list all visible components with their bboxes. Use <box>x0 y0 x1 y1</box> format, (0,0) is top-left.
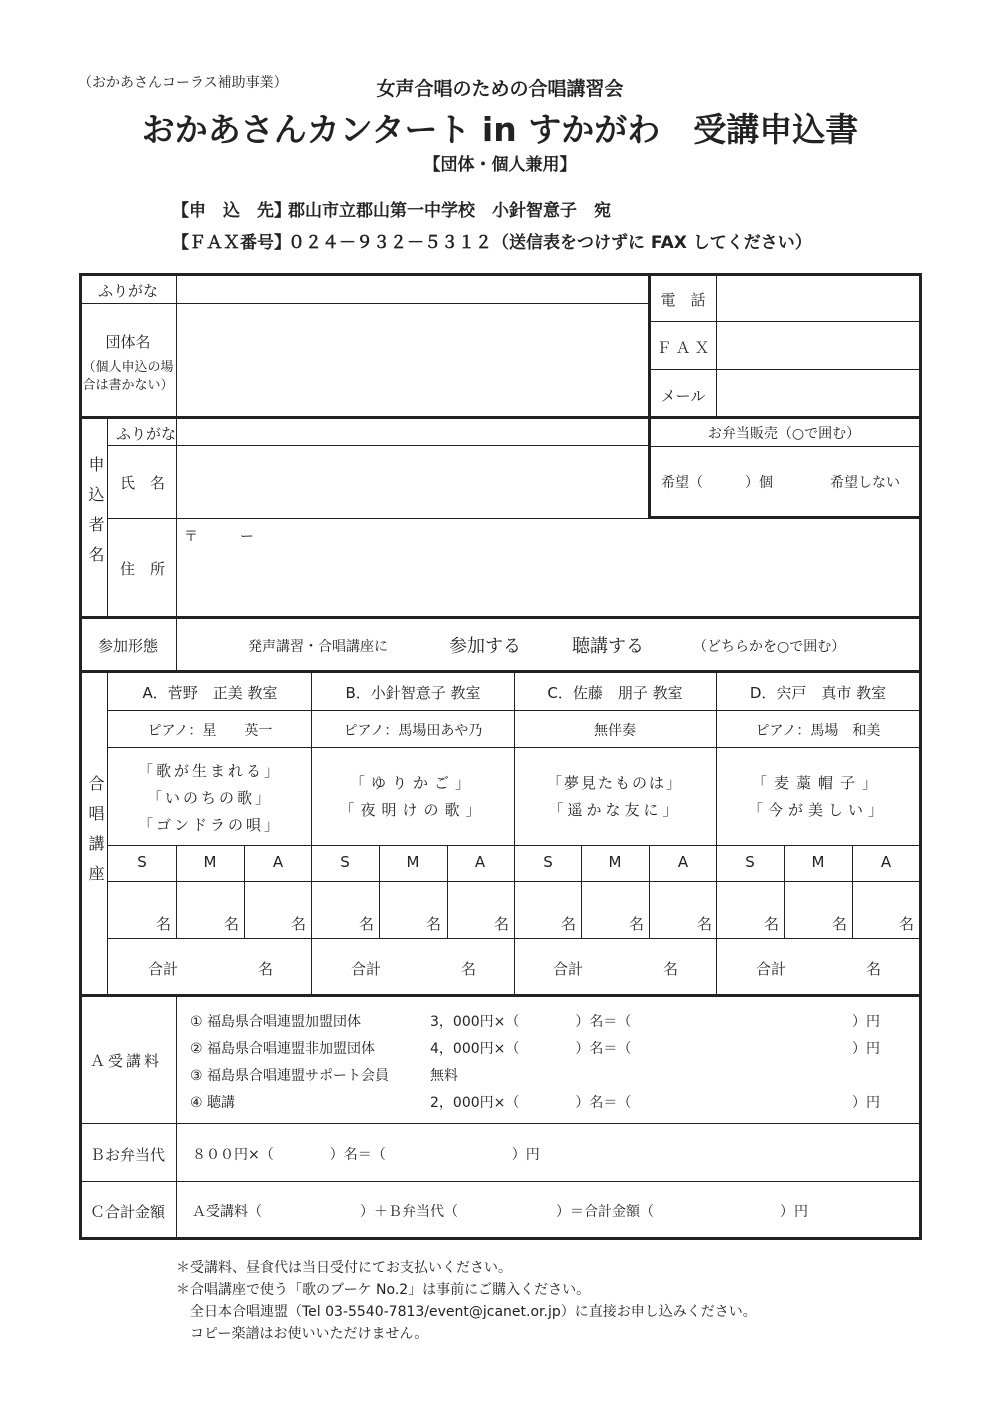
subtitle: 女声合唱のための合唱講習会 <box>376 78 624 100</box>
part-header: S <box>137 853 147 871</box>
note-line: ＊受講料、昼食代は当日受付にてお支払いください。 <box>176 1260 512 1276</box>
fee-row-item: ③ 福島県合唱連盟サポート会員 <box>190 1068 390 1084</box>
fee-row-end: ）円 <box>852 1095 880 1111</box>
unit-label: 名 <box>156 915 172 933</box>
course-side-label: 合唱講座 <box>86 775 105 895</box>
part-header: M <box>203 853 217 871</box>
part-header: A <box>474 853 486 871</box>
postal-code-mark: 〒 ー <box>184 529 254 545</box>
part-header: A <box>677 853 689 871</box>
program-note: （おかあさんコーラス補助事業） <box>78 75 288 91</box>
class-total-label: 合計 <box>148 960 179 978</box>
part-header: S <box>340 853 350 871</box>
class-c-song: 「遥かな友に」 <box>548 801 682 819</box>
unit-label: 名 <box>494 915 510 933</box>
fax-number-value: ０２４－９３２－５３１２（送信表をつけずに FAX してください） <box>288 233 812 253</box>
fee-row-item: ② 福島県合唱連盟非加盟団体 <box>190 1041 376 1057</box>
applicant-name-field[interactable] <box>178 446 648 518</box>
note-line: ＊合唱講座で使う「歌のブーケ No.2」は事前にご購入ください。 <box>176 1282 591 1298</box>
phone-field[interactable] <box>718 276 919 321</box>
class-a-song: 「いのちの歌」 <box>146 789 274 807</box>
note-line: 全日本合唱連盟（Tel 03-5540-7813/event@jcanet.or.jp）に直接お申し込みください。 <box>176 1304 757 1320</box>
unit-label: 名 <box>629 915 645 933</box>
applicant-side-label: 申込者名 <box>86 456 105 576</box>
part-header: M <box>406 853 420 871</box>
destination-label: 【申 込 先】 <box>172 201 291 221</box>
fee-row-end: ）円 <box>852 1014 880 1030</box>
unit-label: 名 <box>258 960 274 978</box>
unit-label: 名 <box>663 960 679 978</box>
audit-option[interactable]: 聴講する <box>572 636 644 657</box>
fee-row-calc: 3，000円×（ ）名＝（ <box>430 1014 632 1030</box>
class-d-song: 「今が美しい」 <box>747 801 889 819</box>
class-b-song: 「ゆりかご」 <box>349 774 477 792</box>
bento-title: お弁当販売（○で囲む） <box>707 426 861 442</box>
unit-label: 名 <box>764 915 780 933</box>
class-b-piano: ピアノ：馬場田あや乃 <box>343 723 483 739</box>
unit-label: 名 <box>359 915 375 933</box>
part-header: M <box>608 853 622 871</box>
applicant-furigana-label: ふりがな <box>116 425 177 443</box>
unit-label: 名 <box>561 915 577 933</box>
part-header: S <box>543 853 553 871</box>
phone-label: 電 話 <box>660 291 706 309</box>
group-name-label: 団体名 <box>105 333 151 351</box>
participate-option[interactable]: 参加する <box>449 636 521 657</box>
class-a-song: 「歌が生まれる」 <box>137 762 283 780</box>
group-name-note: 合は書かない） <box>82 378 174 393</box>
class-a-song: 「ゴンドラの唄」 <box>137 816 283 834</box>
unit-label: 名 <box>291 915 307 933</box>
fee-b-text: ８００円×（ ）名＝（ ）円 <box>192 1147 540 1163</box>
unit-label: 名 <box>224 915 240 933</box>
mail-label: メール <box>660 387 706 405</box>
group-name-note: （個人申込の場 <box>82 360 174 375</box>
part-header: A <box>272 853 284 871</box>
fee-a-label: Ａ受講料 <box>90 1052 163 1070</box>
unit-label: 名 <box>866 960 882 978</box>
part-header: A <box>880 853 892 871</box>
fee-c-label: Ｃ合計金額 <box>90 1203 166 1221</box>
applicant-address-field[interactable] <box>178 520 919 616</box>
fax-field[interactable] <box>718 322 919 369</box>
fee-row-calc: 2，000円×（ ）名＝（ <box>430 1095 632 1111</box>
fee-row-calc: 無料 <box>430 1068 458 1084</box>
fax-number-label: 【ＦＡＸ番号】 <box>172 233 291 253</box>
destination-value: 郡山市立郡山第一中学校 小針智意子 宛 <box>288 201 611 221</box>
participation-text: 発声講習・合唱講座に <box>248 639 388 655</box>
fee-b-label: Ｂお弁当代 <box>90 1146 166 1164</box>
fee-c-text: Ａ受講料（ ）＋Ｂ弁当代（ ）＝合計金額（ ）円 <box>192 1204 808 1220</box>
class-a-piano: ピアノ：星 英一 <box>147 723 273 739</box>
class-b-song: 「夜明けの歌」 <box>339 801 487 819</box>
class-c-teacher: C．佐藤 朋子 教室 <box>547 684 683 702</box>
unit-label: 名 <box>832 915 848 933</box>
fee-row-item: ① 福島県合唱連盟加盟団体 <box>190 1014 362 1030</box>
note-line: コピー楽譜はお使いいただけません。 <box>176 1326 429 1342</box>
class-c-piano: 無伴奏 <box>594 723 636 739</box>
class-a-teacher: A．菅野 正美 教室 <box>142 684 278 702</box>
bento-want-option[interactable]: 希望（ ）個 <box>661 475 773 491</box>
fee-row-end: ）円 <box>852 1041 880 1057</box>
page-title: おかあさんカンタート in すかがわ 受講申込書 <box>141 110 859 149</box>
class-total-label: 合計 <box>351 960 382 978</box>
participation-note: （どちらかを○で囲む） <box>693 639 846 655</box>
applicant-name-label: 氏 名 <box>120 474 166 492</box>
unit-label: 名 <box>426 915 442 933</box>
class-b-teacher: B．小針智意子 教室 <box>345 684 481 702</box>
mail-field[interactable] <box>718 370 919 416</box>
fax-label: ＦＡＸ <box>656 339 714 357</box>
fee-row-calc: 4，000円×（ ）名＝（ <box>430 1041 632 1057</box>
fee-row-item: ④ 聴講 <box>190 1095 236 1111</box>
part-header: S <box>745 853 755 871</box>
unit-label: 名 <box>461 960 477 978</box>
unit-label: 名 <box>899 915 915 933</box>
applicant-address-label: 住 所 <box>120 560 166 578</box>
group-furigana-label: ふりがな <box>97 282 159 300</box>
class-c-song: 「夢見たものは」 <box>546 774 684 792</box>
group-name-field[interactable] <box>178 304 647 416</box>
class-d-teacher: D．宍戸 真市 教室 <box>749 684 887 702</box>
part-header: M <box>811 853 825 871</box>
class-total-label: 合計 <box>756 960 787 978</box>
class-d-piano: ピアノ：馬場 和美 <box>755 723 881 739</box>
class-d-song: 「麦藁帽子」 <box>751 774 885 792</box>
bento-no-option[interactable]: 希望しない <box>830 475 900 491</box>
class-total-label: 合計 <box>553 960 584 978</box>
applicant-furigana-field[interactable] <box>178 419 648 445</box>
participation-label: 参加形態 <box>97 637 159 655</box>
form-type-note: 【団体・個人兼用】 <box>423 155 577 175</box>
group-furigana-field[interactable] <box>178 276 647 303</box>
unit-label: 名 <box>697 915 713 933</box>
